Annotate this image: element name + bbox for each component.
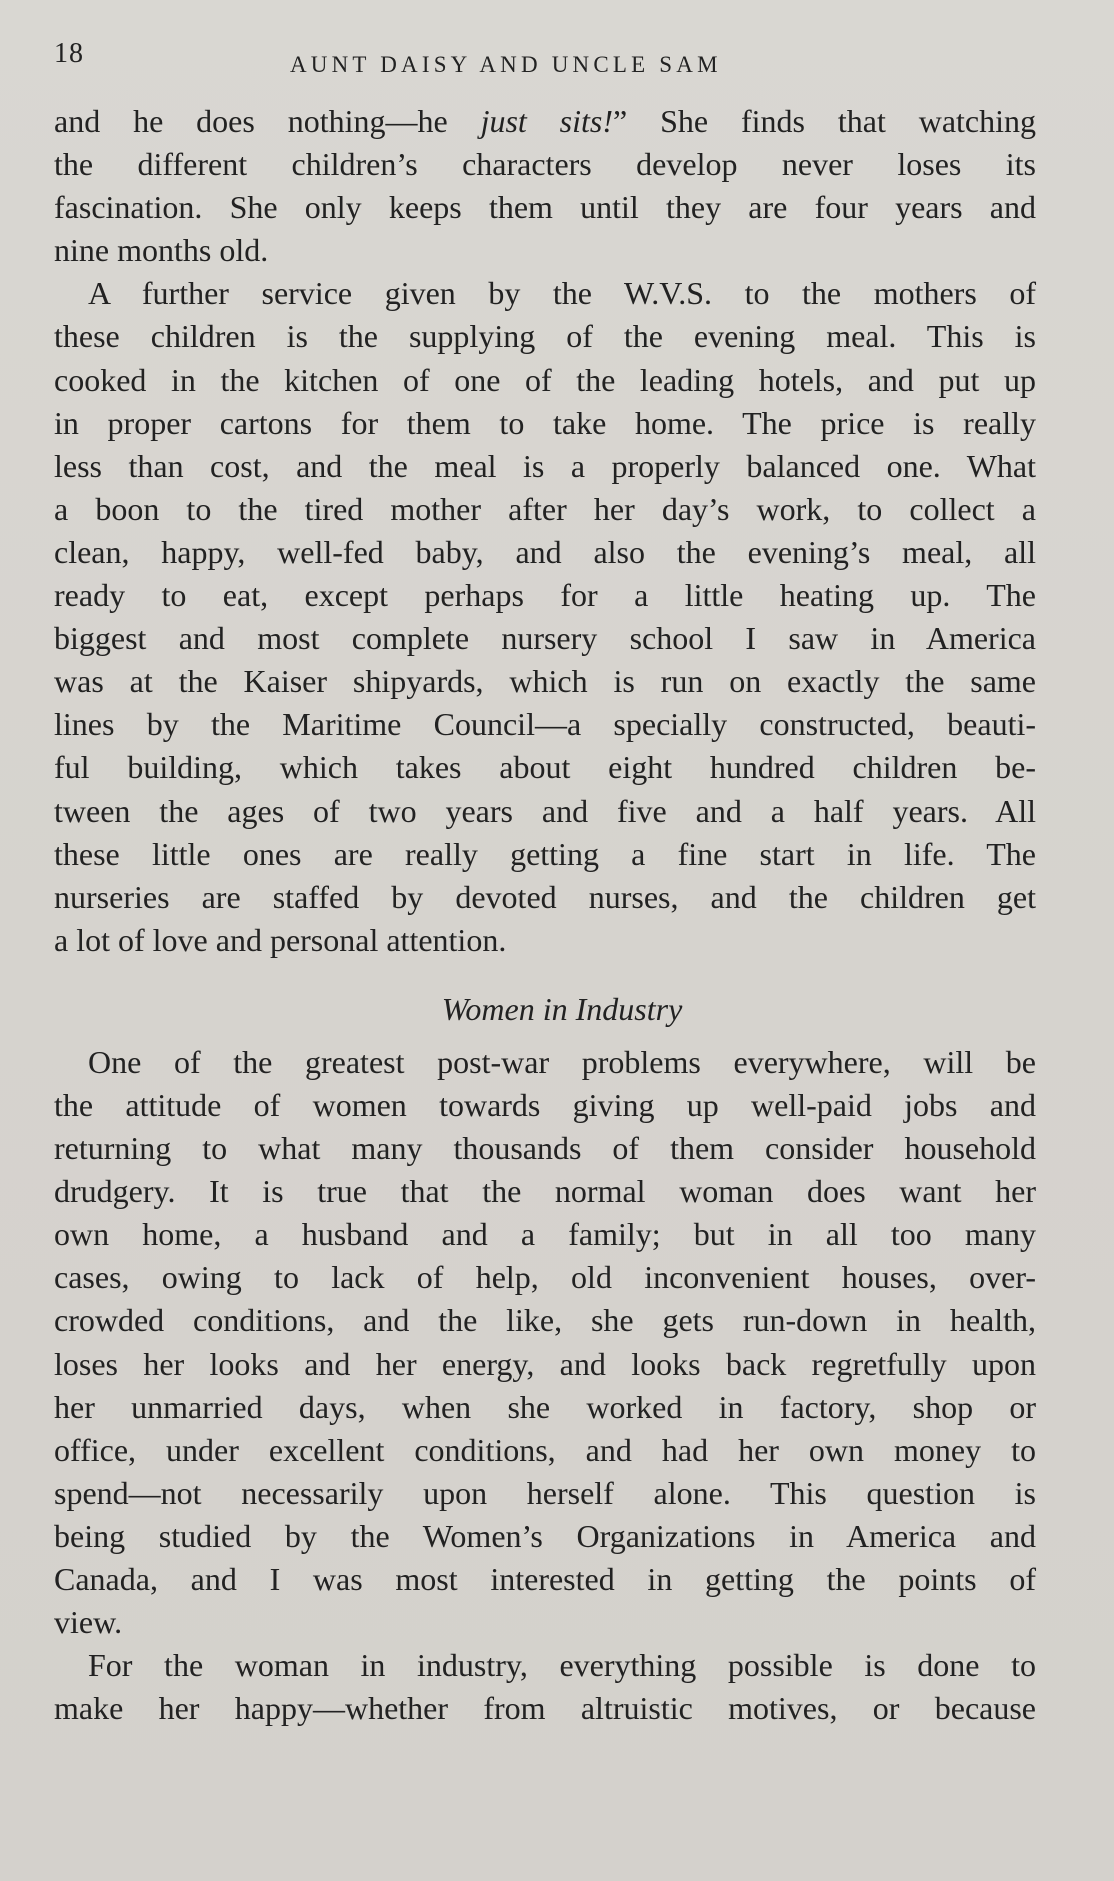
text-line: ready to eat, except perhaps for a little heating up. The [54,577,1036,614]
text-line: and he does nothing—he just sits!” She finds that watching [54,103,1037,139]
text-line: less than cost, and the meal is a properly balanced one. What [54,447,1036,484]
running-head-title: AUNT DAISY AND UNCLE SAM [290,52,722,77]
text-line: clean, happy, well-fed baby, and also the evening’s meal, all [54,533,1036,570]
text-line: crowded conditions, and the like, she gets run-down in health, [54,1302,1036,1339]
text-line: returning to what many thousands of them consider household [54,1130,1036,1167]
paragraph-2 [54,272,1036,962]
page-number: 18 [54,38,84,69]
text-line: the attitude of women towards giving up well-paid jobs and [54,1086,1036,1123]
text-line: cooked in the kitchen of one of the leading hotels, and put up [54,361,1036,398]
text-line: the different children’s characters develop never loses its [54,146,1036,183]
text-line: lines by the Maritime Council—a specially constructed, beauti- [54,706,1036,743]
text-line: cases, owing to lack of help, old inconvenient houses, over- [54,1259,1036,1296]
body-text [54,100,1036,1730]
text-line: these children is the supplying of the evening meal. This is [54,318,1036,355]
text-line: For the woman in industry, everything possible is done to [88,1647,1036,1684]
text-line: a lot of love and personal attention. [54,921,507,958]
text-line: in proper cartons for them to take home. The price is really [54,404,1036,441]
text-line: A further service given by the W.V.S. to the mothers of [88,275,1036,312]
text-line: nurseries are staffed by devoted nurses, and the children get [54,878,1036,915]
text-line: tween the ages of two years and five and a half years. All [54,792,1036,829]
section-heading: Women in Industry [441,990,683,1027]
text-line: own home, a husband and a family; but in all too many [54,1216,1036,1253]
text-line: these little ones are really getting a fine start in life. The [54,835,1036,872]
text-line: make her happy—whether from altruistic motives, or because [54,1690,1036,1727]
text-line: was at the Kaiser shipyards, which is run on exactly the same [54,663,1036,700]
italic-phrase: just sits! [480,103,614,139]
text-line: ful building, which takes about eight hundred children be- [54,749,1036,786]
text-line: spend—not necessarily upon herself alone. This question is [54,1474,1036,1511]
section-paragraph-2 [54,1644,1036,1730]
text-line: drudgery. It is true that the normal woman does want her [54,1173,1036,1210]
text-line: office, under excellent conditions, and had her own money to [54,1431,1036,1468]
text-line: loses her looks and her energy, and looks back regretfully upon [54,1345,1036,1382]
text-line: a boon to the tired mother after her day’s work, to collect a [54,490,1036,527]
section-paragraph-1 [54,1041,1036,1644]
text-line: biggest and most complete nursery school I saw in America [54,620,1036,657]
text-line: nine months old. [54,232,269,269]
text-line: fascination. She only keeps them until they are four years and [54,189,1036,226]
text-line: being studied by the Women’s Organizations in America and [54,1517,1036,1554]
text-line: One of the greatest post-war problems everywhere, will be [88,1043,1036,1080]
text-line: her unmarried days, when she worked in factory, shop or [54,1388,1036,1425]
paragraph-1 [54,100,1036,272]
text-line: Canada, and I was most interested in getting the points of [54,1561,1036,1597]
text-line: view. [54,1604,123,1641]
